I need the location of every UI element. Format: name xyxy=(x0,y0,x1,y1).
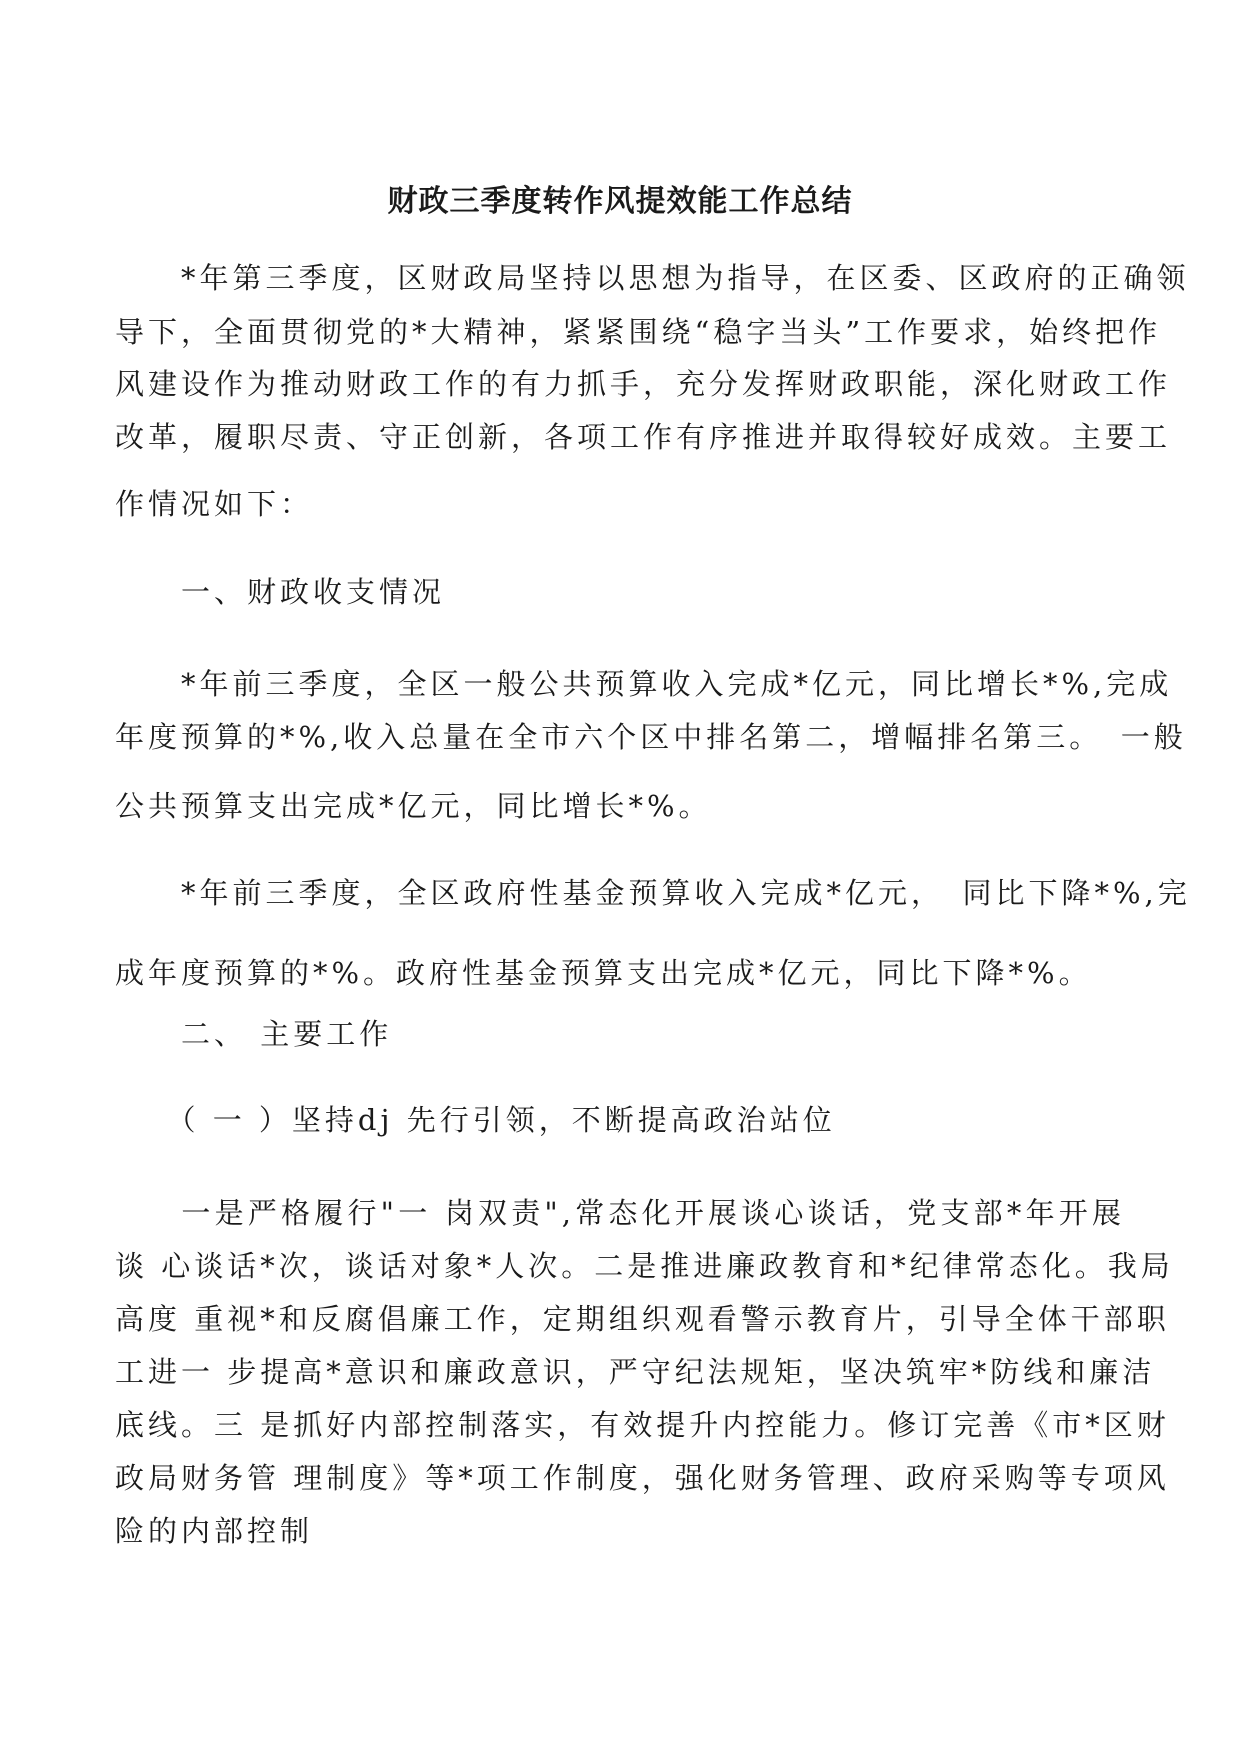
paragraph-line: 工进一 步提高*意识和廉政意识，严守纪法规矩，坚决筑牢*防线和廉洁 xyxy=(115,1355,1156,1389)
paragraph-line: 作情况如下： xyxy=(115,487,314,521)
paragraph-line: *年第三季度，区财政局坚持以思想为指导，在区委、区政府的正确领 xyxy=(115,261,1190,295)
paragraph-line: 公共预算支出完成*亿元，同比增长*%。 xyxy=(115,789,712,823)
paragraph-line: *年前三季度，全区政府性基金预算收入完成*亿元， 同比下降*%,完 xyxy=(115,876,1191,910)
subsection-heading: （ 一 ）坚持dj 先行引领，不断提高政治站位 xyxy=(115,1103,836,1137)
paragraph-line: 年度预算的*%,收入总量在全市六个区中排名第二，增幅排名第三。 一般 xyxy=(115,720,1187,754)
paragraph-line: 成年度预算的*%。政府性基金预算支出完成*亿元，同比下降*%。 xyxy=(115,956,1092,990)
paragraph-line: 险的内部控制 xyxy=(115,1514,314,1548)
paragraph-line: *年前三季度，全区一般公共预算收入完成*亿元，同比增长*%,完成 xyxy=(115,667,1173,701)
paragraph-line: 底线。三 是抓好内部控制落实，有效提升内控能力。修订完善《市*区财 xyxy=(115,1408,1170,1442)
document-title: 财政三季度转作风提效能工作总结 xyxy=(387,184,853,219)
paragraph-line: 一是严格履行"一 岗双责",常态化开展谈心谈话，党支部*年开展 xyxy=(115,1196,1125,1230)
paragraph-line: 高度 重视*和反腐倡廉工作，定期组织观看警示教育片，引导全体干部职 xyxy=(115,1302,1170,1336)
paragraph-line: 改革，履职尽责、守正创新，各项工作有序推进并取得较好成效。主要工 xyxy=(115,420,1172,454)
paragraph-line: 政局财务管 理制度》等*项工作制度，强化财务管理、政府采购等专项风 xyxy=(115,1461,1170,1495)
section-heading: 二、 主要工作 xyxy=(115,1017,393,1051)
paragraph-line: 风建设作为推动财政工作的有力抓手，充分发挥财政职能，深化财政工作 xyxy=(115,367,1172,401)
paragraph-line: 谈 心谈话*次，谈话对象*人次。二是推进廉政教育和*纪律常态化。我局 xyxy=(115,1249,1174,1283)
section-heading: 一、财政收支情况 xyxy=(115,575,446,609)
paragraph-line: 导下，全面贯彻党的*大精神，紧紧围绕“稳字当头”工作要求，始终把作 xyxy=(115,315,1162,349)
